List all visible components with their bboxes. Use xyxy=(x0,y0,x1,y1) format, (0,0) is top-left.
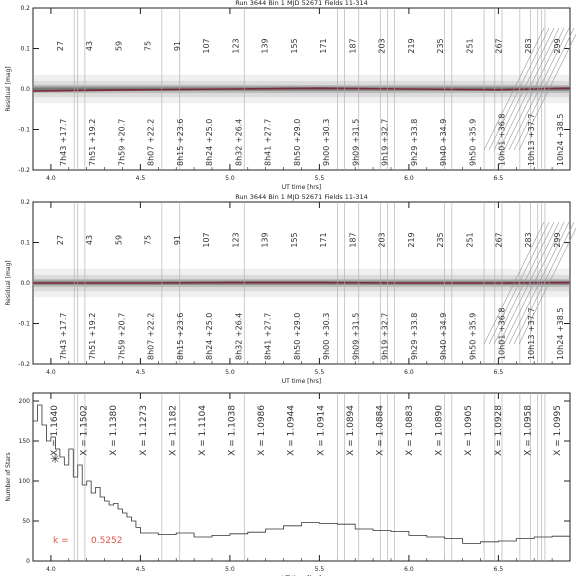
field-time-label: 9h09 +31.5 xyxy=(351,118,361,166)
field-number-label: 107 xyxy=(202,232,212,248)
field-time-label: 8h07 +22.2 xyxy=(146,118,156,166)
airmass-label: X = 1.0884 xyxy=(375,405,386,456)
field-time-label: 10h24 +38.5 xyxy=(556,113,565,166)
field-number-label: 43 xyxy=(85,40,95,52)
y-tick-label: 0.0 xyxy=(20,280,30,287)
field-time-label: 8h32 +26.4 xyxy=(234,118,244,166)
field-number-label: 235 xyxy=(436,232,446,248)
k-annotation-value: 0.5252 xyxy=(91,536,123,546)
panel-3 xyxy=(5,393,570,576)
field-number-label: 187 xyxy=(348,38,358,54)
airmass-label: X = 1.1380 xyxy=(109,405,120,456)
airmass-label: X = 1.0890 xyxy=(434,405,445,456)
panel-1 xyxy=(5,0,576,191)
x-tick-label: 5.5 xyxy=(314,369,325,376)
field-number-label: 299 xyxy=(553,38,562,54)
field-number-label: 59 xyxy=(114,234,124,246)
field-time-label: 8h41 +27.7 xyxy=(263,118,273,166)
airmass-label: X = 1.1502 xyxy=(79,405,90,456)
field-number-label: 139 xyxy=(260,38,270,54)
field-number-label: 171 xyxy=(319,38,329,54)
y-tick-label: 0.1 xyxy=(20,45,30,53)
x-tick-label: 4.0 xyxy=(46,566,56,573)
field-number-label: 107 xyxy=(202,38,212,54)
field-time-label: 10h13 +37.7 xyxy=(526,113,536,166)
field-time-label: 9h19 +32.7 xyxy=(380,118,390,166)
field-time-label: 8h32 +26.4 xyxy=(234,312,244,360)
x-tick-label: 5.5 xyxy=(314,175,325,182)
field-number-label: 219 xyxy=(406,38,416,54)
x-tick-label: 4.5 xyxy=(135,175,146,182)
airmass-label: X = 1.1640 xyxy=(50,405,60,456)
field-time-label: 7h51 +19.2 xyxy=(88,118,98,166)
x-axis-label: UT time [hrs] xyxy=(281,378,322,385)
airmass-label: X = 1.0995 xyxy=(553,405,563,456)
field-number-label: 203 xyxy=(377,38,387,54)
field-time-label: 9h00 +30.3 xyxy=(322,118,332,166)
y-tick-label: 0.2 xyxy=(20,5,30,12)
field-number-label: 59 xyxy=(114,40,124,52)
x-tick-label: 5.0 xyxy=(225,369,235,376)
field-number-label: 251 xyxy=(465,38,475,54)
field-number-label: 91 xyxy=(172,40,182,52)
x-tick-label: 5.0 xyxy=(225,566,235,573)
field-number-label: 171 xyxy=(319,232,329,248)
field-time-label: 9h40 +34.9 xyxy=(439,312,449,360)
field-number-label: 43 xyxy=(85,234,95,246)
y-tick-label: 0.1 xyxy=(20,239,30,247)
field-number-label: 139 xyxy=(260,232,270,248)
field-time-label: 7h43 +17.7 xyxy=(59,118,68,166)
field-time-label: 9h09 +31.5 xyxy=(351,312,361,360)
field-number-label: 75 xyxy=(143,40,153,52)
field-number-label: 123 xyxy=(231,232,241,248)
field-time-label: 8h24 +25.0 xyxy=(205,118,215,166)
field-number-label: 235 xyxy=(436,38,446,54)
field-time-label: 7h59 +20.7 xyxy=(117,118,127,166)
field-time-label: 9h00 +30.3 xyxy=(322,312,332,360)
airmass-label: X = 1.0883 xyxy=(405,405,416,456)
x-tick-label: 5.5 xyxy=(314,566,325,573)
y-tick-label: 0 xyxy=(26,558,30,565)
field-number-label: 27 xyxy=(56,40,65,52)
field-time-label: 8h41 +27.7 xyxy=(263,312,273,360)
y-tick-label: 50 xyxy=(22,518,30,525)
airmass-label: X = 1.0944 xyxy=(286,405,297,456)
y-tick-label: 0.0 xyxy=(20,86,30,93)
field-number-label: 187 xyxy=(348,232,358,248)
field-number-label: 123 xyxy=(231,38,241,54)
panel-title: Run 3644 Bin 1 MJD 52671 Fields 11-314 xyxy=(235,193,368,201)
field-time-label: 9h29 +33.8 xyxy=(409,312,419,360)
field-time-label: 9h50 +35.9 xyxy=(468,118,478,166)
field-number-label: 283 xyxy=(523,232,533,248)
field-time-label: 9h40 +34.9 xyxy=(439,118,449,166)
y-tick-label: -0.1 xyxy=(18,320,30,328)
field-number-label: 203 xyxy=(377,232,387,248)
field-time-label: 8h50 +29.0 xyxy=(292,312,302,360)
x-tick-label: 6.5 xyxy=(493,566,504,573)
airmass-label: X = 1.0905 xyxy=(464,405,475,456)
x-tick-label: 5.0 xyxy=(225,175,235,182)
field-time-label: 10h24 +38.5 xyxy=(556,307,565,360)
field-number-label: 267 xyxy=(494,232,504,248)
y-tick-label: -0.2 xyxy=(18,167,30,174)
x-tick-label: 4.5 xyxy=(135,566,146,573)
x-tick-label: 6.0 xyxy=(404,566,414,573)
field-time-label: 7h59 +20.7 xyxy=(117,312,127,360)
y-tick-label: -0.1 xyxy=(18,126,30,134)
airmass-label: X = 1.0894 xyxy=(345,405,356,456)
field-time-label: 9h29 +33.8 xyxy=(409,118,419,166)
field-number-label: 267 xyxy=(494,38,504,54)
field-time-label: 10h13 +37.7 xyxy=(526,307,536,360)
x-tick-label: 6.0 xyxy=(404,175,414,182)
field-time-label: 10h01 +36.8 xyxy=(497,307,507,360)
x-tick-label: 4.5 xyxy=(135,369,146,376)
field-time-label: 8h15 +23.6 xyxy=(175,118,185,166)
airmass-label: X = 1.0914 xyxy=(316,405,327,456)
field-time-label: 8h50 +29.0 xyxy=(292,118,302,166)
field-time-label: 10h01 +36.8 xyxy=(497,113,507,166)
field-time-label: 7h43 +17.7 xyxy=(59,312,68,360)
field-number-label: 155 xyxy=(289,232,299,248)
field-time-label: 7h51 +19.2 xyxy=(88,312,98,360)
field-number-label: 283 xyxy=(523,38,533,54)
y-axis-label: Number of Stars xyxy=(5,452,12,502)
y-tick-label: -0.2 xyxy=(18,361,30,368)
field-time-label: 8h15 +23.6 xyxy=(175,312,185,360)
x-tick-label: 6.5 xyxy=(493,175,504,182)
y-axis-label: Residual [mag] xyxy=(5,260,12,306)
panel-2 xyxy=(5,193,576,385)
field-number-label: 27 xyxy=(56,234,65,246)
airmass-label: X = 1.1038 xyxy=(227,405,238,456)
x-tick-label: 6.5 xyxy=(493,369,504,376)
field-number-label: 251 xyxy=(465,232,475,248)
x-axis-label: UT time [hrs] xyxy=(281,184,322,191)
field-number-label: 75 xyxy=(143,234,153,246)
field-time-label: 9h19 +32.7 xyxy=(380,312,390,360)
y-tick-label: 100 xyxy=(18,478,30,485)
y-axis-label: Residual [mag] xyxy=(5,66,12,112)
airmass-label: X = 1.0928 xyxy=(493,405,504,456)
airmass-label: X = 1.1273 xyxy=(138,405,149,456)
field-time-label: 8h24 +25.0 xyxy=(205,312,215,360)
airmass-label: X = 1.1104 xyxy=(197,405,208,456)
y-tick-label: 150 xyxy=(18,438,30,445)
panel-title: Run 3644 Bin 1 MJD 52671 Fields 11-314 xyxy=(235,0,368,7)
x-tick-label: 6.0 xyxy=(404,369,414,376)
airmass-label: X = 1.1182 xyxy=(168,405,179,456)
airmass-label: X = 1.0986 xyxy=(257,405,268,456)
star-marker: ✳ xyxy=(49,452,61,466)
field-number-label: 299 xyxy=(553,232,562,248)
y-tick-label: 200 xyxy=(18,398,30,405)
y-tick-label: 0.2 xyxy=(20,199,30,206)
field-number-label: 91 xyxy=(172,234,182,246)
x-tick-label: 4.0 xyxy=(46,175,56,182)
field-number-label: 219 xyxy=(406,232,416,248)
field-time-label: 8h07 +22.2 xyxy=(146,312,156,360)
x-tick-label: 4.0 xyxy=(46,369,56,376)
field-time-label: 9h50 +35.9 xyxy=(468,312,478,360)
airmass-label: X = 1.0958 xyxy=(523,405,534,456)
field-number-label: 155 xyxy=(289,38,299,54)
k-annotation-label: k = xyxy=(53,536,69,546)
